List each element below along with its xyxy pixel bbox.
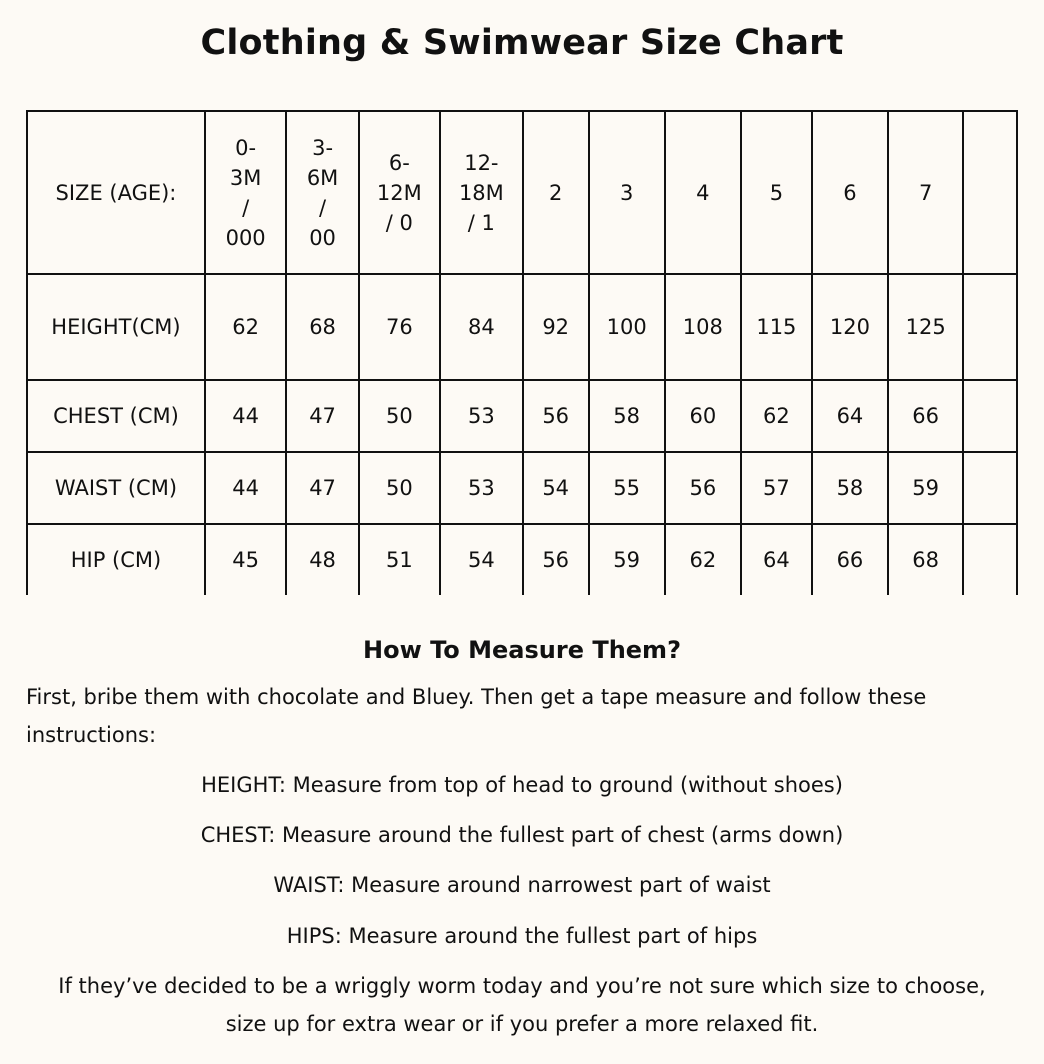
table-cell: 5 [741,111,812,274]
table-cell: 62 [665,524,741,595]
table-cell: 12- 18M / 1 [440,111,523,274]
sizing-advice-note: If they’ve decided to be a wriggly worm today and you’re not sure which size to choose, size up for extra wear or if you prefer a more relaxed fit. [58,974,986,1036]
table-cell: 6 [812,111,888,274]
table-cell [963,524,1017,595]
table-cell: 64 [741,524,812,595]
table-cell: 57 [741,452,812,524]
table-cell: 66 [888,380,963,452]
table-cell: 54 [440,524,523,595]
instruction-waist: WAIST: Measure around narrowest part of waist [273,873,771,897]
table-cell: 3- 6M / 00 [286,111,358,274]
table-cell: 53 [440,452,523,524]
table-cell: 100 [589,274,665,380]
table-cell: 47 [286,452,358,524]
table-cell: 66 [812,524,888,595]
table-cell: 125 [888,274,963,380]
size-table-body [27,111,1017,595]
table-cell: 76 [359,274,440,380]
table-cell: 59 [888,452,963,524]
table-cell [963,452,1017,524]
table-cell: 60 [665,380,741,452]
table-cell: 120 [812,274,888,380]
table-cell: 56 [665,452,741,524]
row-label-waist: WAIST (CM) [27,452,205,524]
measure-intro-text: First, bribe them with chocolate and Bluey. Then get a tape measure and follow these instructions: [26,685,927,747]
table-cell: 0- 3M / 000 [205,111,286,274]
table-cell: 55 [589,452,665,524]
table-cell [963,274,1017,380]
table-cell: 84 [440,274,523,380]
table-cell: 56 [523,380,589,452]
table-cell [963,380,1017,452]
table-cell: 108 [665,274,741,380]
row-label-hip: HIP (CM) [27,524,205,595]
table-cell [963,111,1017,274]
table-cell: 3 [589,111,665,274]
table-cell: 45 [205,524,286,595]
table-cell: 68 [286,274,358,380]
table-cell: 4 [665,111,741,274]
table-cell: 115 [741,274,812,380]
how-to-measure-heading: How To Measure Them? [363,636,681,664]
table-cell: 44 [205,380,286,452]
table-cell: 62 [205,274,286,380]
size-table-container[interactable] [26,110,1018,595]
table-cell: 7 [888,111,963,274]
table-row-size-age [27,111,1017,274]
table-cell: 62 [741,380,812,452]
table-row-hip [27,524,1017,595]
table-cell: 50 [359,452,440,524]
table-cell: 51 [359,524,440,595]
table-cell: 2 [523,111,589,274]
table-cell: 53 [440,380,523,452]
table-cell: 92 [523,274,589,380]
row-label-size-age: SIZE (AGE): [27,111,205,274]
row-label-height: HEIGHT(CM) [27,274,205,380]
table-row-chest [27,380,1017,452]
table-cell: 68 [888,524,963,595]
instruction-hips: HIPS: Measure around the fullest part of hips [286,924,758,948]
table-cell: 47 [286,380,358,452]
size-chart-table [26,110,1018,595]
table-cell: 56 [523,524,589,595]
table-cell: 6- 12M / 0 [359,111,440,274]
table-row-waist [27,452,1017,524]
table-cell: 44 [205,452,286,524]
table-cell: 58 [812,452,888,524]
instruction-height: HEIGHT: Measure from top of head to ground (without shoes) [201,773,843,797]
table-cell: 59 [589,524,665,595]
table-cell: 58 [589,380,665,452]
table-cell: 50 [359,380,440,452]
instruction-chest: CHEST: Measure around the fullest part of chest (arms down) [200,823,844,847]
table-row-height [27,274,1017,380]
table-cell: 48 [286,524,358,595]
table-cell: 64 [812,380,888,452]
page-title: Clothing & Swimwear Size Chart [200,23,844,63]
table-cell: 54 [523,452,589,524]
row-label-chest: CHEST (CM) [27,380,205,452]
